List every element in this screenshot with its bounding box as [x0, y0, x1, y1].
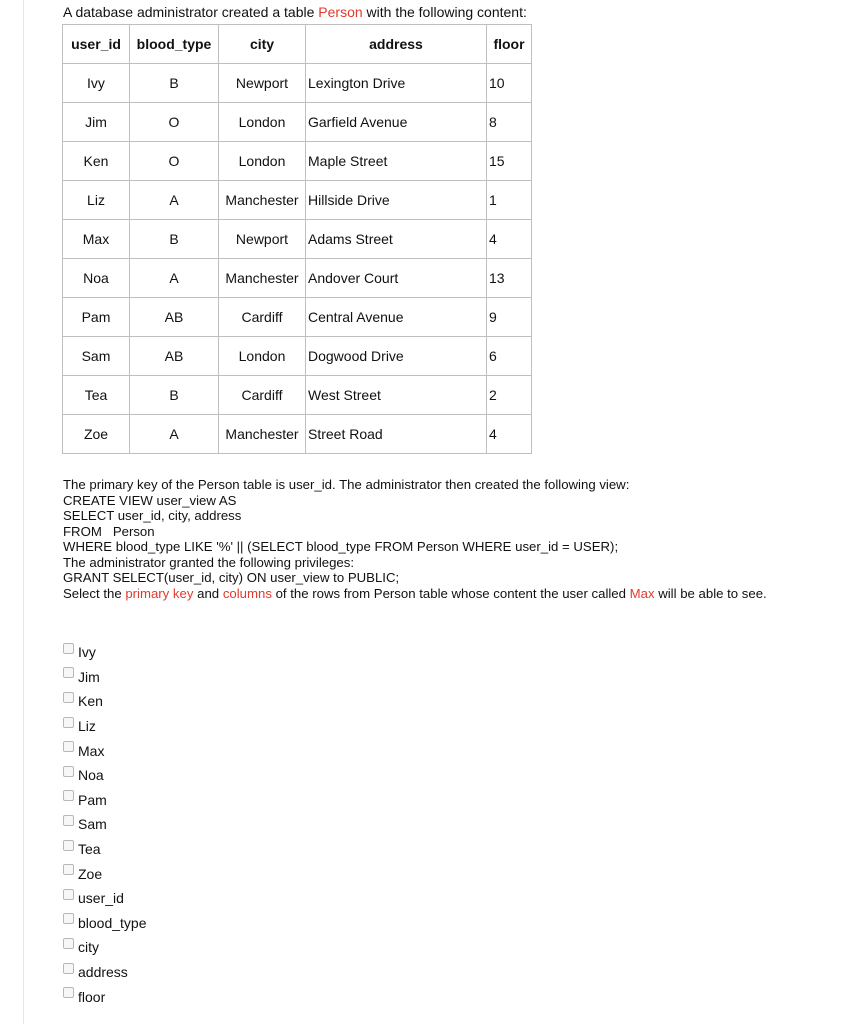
option-label: Max [78, 742, 105, 759]
option-user-id[interactable] [63, 886, 147, 911]
cell-city: Manchester [219, 259, 306, 298]
table-row [63, 103, 532, 142]
cell-floor: 15 [487, 142, 532, 181]
cell-floor: 13 [487, 259, 532, 298]
cell-floor: 9 [487, 298, 532, 337]
cell-city: London [219, 142, 306, 181]
option-label: Zoe [78, 865, 103, 882]
option-floor[interactable] [63, 984, 147, 1009]
cell-user-id: Jim [63, 103, 130, 142]
cell-user-id: Pam [63, 298, 130, 337]
option-ken[interactable] [63, 689, 147, 714]
option-ivy[interactable] [63, 640, 147, 665]
header-blood-type: blood_type [130, 25, 219, 64]
cell-address: Street Road [306, 415, 487, 454]
header-floor: floor [487, 25, 532, 64]
option-sam[interactable] [63, 812, 147, 837]
option-jim[interactable] [63, 665, 147, 690]
option-label: Ivy [78, 644, 96, 661]
table-row [63, 220, 532, 259]
option-zoe[interactable] [63, 861, 147, 886]
question-prompt [63, 586, 767, 602]
cell-city: Newport [219, 220, 306, 259]
prompt-user-max: Max [629, 585, 655, 601]
option-city[interactable] [63, 935, 147, 960]
cell-blood-type: A [130, 259, 219, 298]
cell-address: West Street [306, 376, 487, 415]
option-label: Ken [78, 693, 103, 710]
cell-user-id: Ivy [63, 64, 130, 103]
header-city: city [219, 25, 306, 64]
header-user-id: user_id [63, 25, 130, 64]
option-checkbox[interactable] [63, 913, 74, 924]
cell-city: Manchester [219, 415, 306, 454]
option-checkbox[interactable] [63, 741, 74, 752]
cell-blood-type: AB [130, 298, 219, 337]
cell-blood-type: O [130, 103, 219, 142]
option-pam[interactable] [63, 788, 147, 813]
cell-floor: 4 [487, 415, 532, 454]
prompt-text-and: and [193, 585, 223, 601]
option-checkbox[interactable] [63, 717, 74, 728]
page-left-rule [23, 0, 24, 1024]
prompt-text-end: will be able to see. [654, 585, 767, 601]
sql-select: SELECT user_id, city, address [63, 508, 242, 523]
cell-user-id: Liz [63, 181, 130, 220]
option-checkbox[interactable] [63, 667, 74, 678]
cell-city: Manchester [219, 181, 306, 220]
cell-city: London [219, 103, 306, 142]
option-label: Pam [78, 791, 107, 808]
cell-address: Central Avenue [306, 298, 487, 337]
sql-grant: GRANT SELECT(user_id, city) ON user_view to PUBLIC; [63, 570, 400, 585]
cell-address: Hillside Drive [306, 181, 487, 220]
option-checkbox[interactable] [63, 938, 74, 949]
option-checkbox[interactable] [63, 790, 74, 801]
answer-options [63, 640, 147, 1009]
cell-user-id: Ken [63, 142, 130, 181]
cell-address: Adams Street [306, 220, 487, 259]
table-row [63, 337, 532, 376]
intro-table-name: Person [318, 4, 363, 20]
option-liz[interactable] [63, 714, 147, 739]
cell-floor: 4 [487, 220, 532, 259]
option-noa[interactable] [63, 763, 147, 788]
question-body [63, 477, 767, 601]
table-row [63, 259, 532, 298]
cell-floor: 1 [487, 181, 532, 220]
option-blood-type[interactable] [63, 911, 147, 936]
cell-city: Cardiff [219, 376, 306, 415]
cell-floor: 10 [487, 64, 532, 103]
prompt-primary-key: primary key [125, 585, 194, 601]
cell-blood-type: A [130, 415, 219, 454]
table-row [63, 64, 532, 103]
cell-user-id: Noa [63, 259, 130, 298]
option-label: floor [78, 988, 106, 1005]
sql-where: WHERE blood_type LIKE '%' || (SELECT blood_type FROM Person WHERE user_id = USER); [63, 539, 619, 554]
option-label: Sam [78, 816, 107, 833]
prompt-columns: columns [222, 585, 272, 601]
option-label: address [78, 964, 128, 981]
cell-city: Newport [219, 64, 306, 103]
option-checkbox[interactable] [63, 815, 74, 826]
cell-blood-type: A [130, 181, 219, 220]
header-address: address [306, 25, 487, 64]
cell-user-id: Max [63, 220, 130, 259]
question-intro [63, 3, 527, 21]
intro-text-end: with the following content: [362, 4, 527, 20]
cell-blood-type: AB [130, 337, 219, 376]
table-row [63, 142, 532, 181]
cell-blood-type: B [130, 376, 219, 415]
cell-floor: 2 [487, 376, 532, 415]
table-body [63, 64, 532, 454]
prompt-text-mid: of the rows from Person table whose content the user called [271, 585, 630, 601]
option-checkbox[interactable] [63, 643, 74, 654]
sql-from: FROM Person [63, 523, 155, 539]
cell-user-id: Zoe [63, 415, 130, 454]
option-label: Tea [78, 841, 101, 858]
body-line-primary-key: The primary key of the Person table is user_id. The administrator then created the following view: [63, 477, 630, 492]
option-label: blood_type [78, 914, 147, 931]
option-checkbox[interactable] [63, 987, 74, 998]
option-label: Noa [78, 767, 104, 784]
cell-address: Maple Street [306, 142, 487, 181]
table-header-row [63, 25, 532, 64]
option-max[interactable] [63, 738, 147, 763]
cell-floor: 6 [487, 337, 532, 376]
option-label: Liz [78, 718, 96, 735]
option-tea[interactable] [63, 837, 147, 862]
option-label: city [78, 939, 99, 956]
option-checkbox[interactable] [63, 963, 74, 974]
table-row [63, 376, 532, 415]
option-checkbox[interactable] [63, 840, 74, 851]
table-row [63, 298, 532, 337]
cell-address: Lexington Drive [306, 64, 487, 103]
cell-city: Cardiff [219, 298, 306, 337]
cell-user-id: Sam [63, 337, 130, 376]
body-line-privileges: The administrator granted the following privileges: [63, 554, 355, 570]
prompt-text: Select the [63, 585, 126, 601]
option-checkbox[interactable] [63, 692, 74, 703]
person-table [62, 24, 532, 454]
intro-text: A database administrator created a table [63, 4, 319, 20]
cell-city: London [219, 337, 306, 376]
cell-address: Garfield Avenue [306, 103, 487, 142]
cell-blood-type: B [130, 220, 219, 259]
cell-blood-type: O [130, 142, 219, 181]
option-checkbox[interactable] [63, 766, 74, 777]
cell-blood-type: B [130, 64, 219, 103]
sql-create-view: CREATE VIEW user_view AS [63, 492, 237, 508]
option-label: Jim [78, 668, 100, 685]
table-row [63, 415, 532, 454]
cell-address: Andover Court [306, 259, 487, 298]
table-row [63, 181, 532, 220]
cell-floor: 8 [487, 103, 532, 142]
option-checkbox[interactable] [63, 864, 74, 875]
option-label: user_id [78, 890, 124, 907]
option-checkbox[interactable] [63, 889, 74, 900]
option-address[interactable] [63, 960, 147, 985]
cell-address: Dogwood Drive [306, 337, 487, 376]
cell-user-id: Tea [63, 376, 130, 415]
